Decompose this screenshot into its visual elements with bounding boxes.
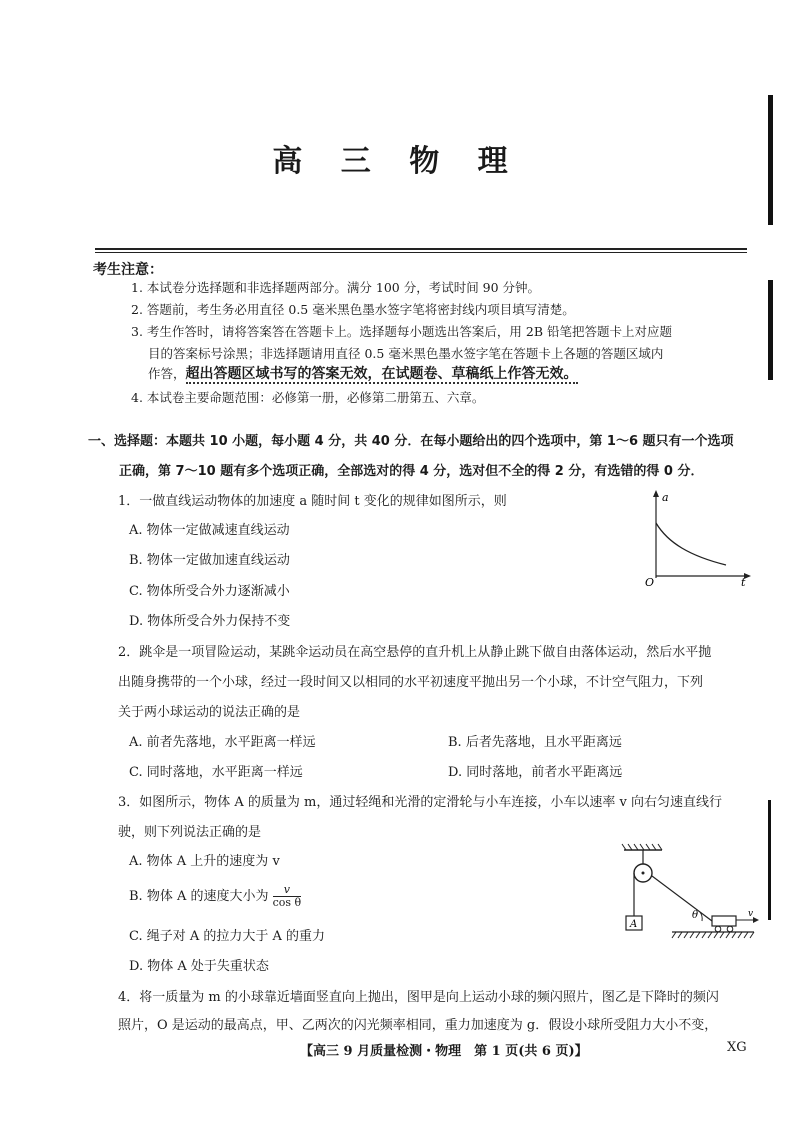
q3-option-a: A. 物体 A 上升的速度为 v (129, 854, 280, 869)
q1-option-a: A. 物体一定做减速直线运动 (129, 523, 290, 538)
question-2-stem: 2．跳伞是一项冒险运动，某跳伞运动员在高空悬停的直升机上从静止跳下做自由落体运动，然后水平抛 (118, 645, 712, 660)
notice-item: 目的答案标号涂黑；非选择题请用直径 0.5 毫米黑色墨水签字笔在答题卡上各题的答题区域内 (148, 346, 664, 361)
divider (95, 252, 747, 253)
q2-option-c: C. 同时落地，水平距离一样远 (129, 765, 303, 780)
notice-emphasis: 超出答题区域书写的答案无效，在试题卷、草稿纸上作答无效。 (185, 366, 578, 382)
notice-item: 2. 答题前，考生务必用直径 0.5 毫米黑色墨水签字笔将密封线内项目填写清楚。 (131, 302, 575, 317)
cart (712, 916, 736, 926)
ceiling-hatch (622, 844, 662, 850)
q3-option-b (129, 884, 301, 909)
page-title: 高 三 物 理 (272, 144, 522, 179)
angle-label: θ (692, 910, 699, 921)
page-footer: 【高三 9 月质量检测・物理 第 1 页(共 6 页)】 (300, 1044, 588, 1059)
question-3-stem: 3．如图所示，物体 A 的质量为 m，通过轻绳和光滑的定滑轮与小车连接，小车以速率 v 向右匀速直线行 (118, 795, 722, 810)
velocity-arrowhead (753, 917, 759, 923)
notice-item: 3. 考生作答时，请将答案答在答题卡上。选择题每小题选出答案后，用 2B 铅笔把答题卡上对应题 (131, 324, 672, 339)
question-2-stem: 出随身携带的一个小球，经过一段时间又以相同的水平初速度平抛出另一个小球，不计空气阻力，下列 (118, 675, 704, 690)
velocity-label: v (748, 909, 754, 919)
block-a-label: A (630, 919, 638, 930)
q1-acceleration-graph (640, 488, 755, 588)
q3-option-d: D. 物体 A 处于失重状态 (129, 959, 269, 974)
divider (95, 248, 747, 250)
footer-code: XG (727, 1040, 747, 1055)
question-4-stem: 照片，O 是运动的最高点，甲、乙两次的闪光频率相同，重力加速度为 g．假设小球所受阻力大小不变， (118, 1018, 718, 1033)
q1-option-c: C. 物体所受合外力逐渐减小 (129, 584, 290, 599)
q1-option-b: B. 物体一定做加速直线运动 (129, 553, 290, 568)
question-1-stem: 1．一做直线运动物体的加速度 a 随时间 t 变化的规律如图所示，则 (118, 494, 507, 509)
q3-option-b-text: B. 物体 A 的速度大小为 (129, 889, 269, 904)
x-axis-label: t (741, 576, 746, 588)
q2-option-d: D. 同时落地，前者水平距离远 (448, 765, 623, 780)
question-4-stem: 4．将一质量为 m 的小球靠近墙面竖直向上抛出，图甲是向上运动小球的频闪照片，图乙是下降时的频闪 (118, 990, 719, 1005)
section-heading: 一、选择题：本题共 10 小题，每小题 4 分，共 40 分．在每小题给出的四个选项中，第 1～6 题只有一个选项 (88, 434, 734, 449)
notice-item-text: 作答， (148, 366, 186, 381)
rope-slanted (652, 876, 712, 921)
notice-item: 1. 本试卷分选择题和非选择题两部分。满分 100 分，考试时间 90 分钟。 (131, 280, 541, 295)
question-2-stem: 关于两小球运动的说法正确的是 (118, 705, 301, 720)
q2-option-b: B. 后者先落地，且水平距离远 (448, 735, 622, 750)
section-heading: 正确，第 7～10 题有多个选项正确，全部选对的得 4 分，选对但不全的得 2 分，有选错的得 0 分． (119, 464, 704, 479)
q2-option-a: A. 前者先落地，水平距离一样远 (129, 735, 316, 750)
notice-item-line (148, 363, 578, 385)
pulley-axle (642, 872, 645, 875)
q3-pulley-figure (612, 842, 762, 944)
fraction-numerator: v (273, 884, 302, 897)
fraction (273, 884, 302, 909)
notice-item: 4. 本试卷主要命题范围：必修第一册，必修第二册第五、六章。 (131, 390, 485, 405)
y-axis-arrow (653, 490, 659, 497)
origin-label: O (645, 576, 655, 588)
ground-hatch (672, 932, 754, 938)
scan-edge-mark (768, 800, 771, 920)
scan-edge-mark (768, 280, 773, 380)
fraction-denominator: cos θ (272, 896, 302, 909)
cart-wheel (727, 926, 733, 932)
question-3-stem: 驶，则下列说法正确的是 (118, 825, 262, 840)
a-t-curve (656, 523, 726, 565)
y-axis-label: a (662, 491, 669, 504)
q3-option-c: C. 绳子对 A 的拉力大于 A 的重力 (129, 929, 326, 944)
q1-option-d: D. 物体所受合外力保持不变 (129, 614, 291, 629)
notice-heading: 考生注意： (93, 262, 163, 278)
cart-wheel (715, 926, 721, 932)
